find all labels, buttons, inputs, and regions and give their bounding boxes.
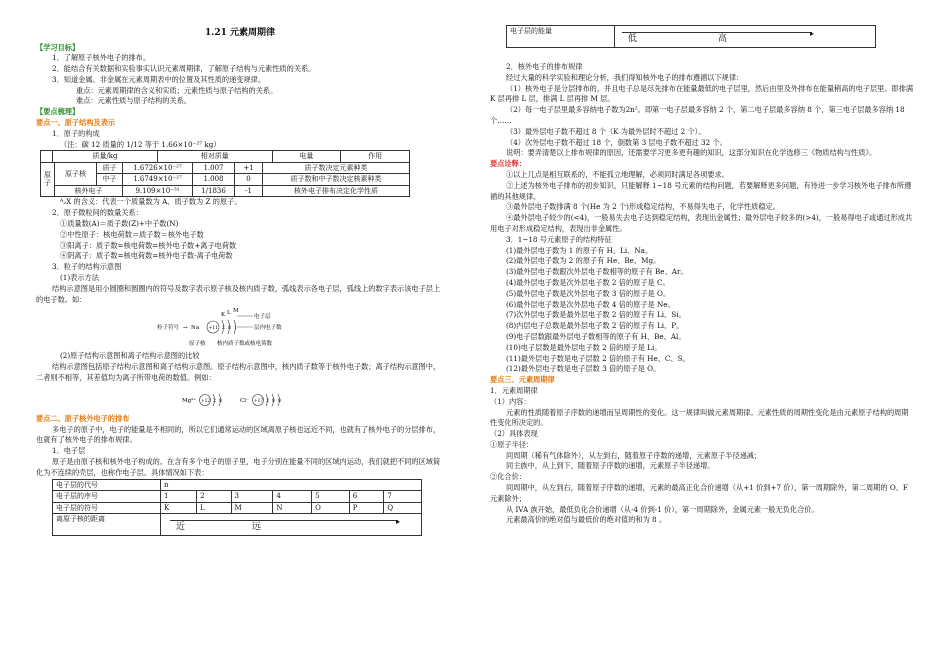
valence-text-1: 同周期中，从左到右，随着原子序数的递增，元素的最高正化合价递增（从+1 价到+7 价），第一周期除外，第二周期的 O、F 元素除外； xyxy=(490,483,908,503)
tips-heading: 要点诠释： xyxy=(490,159,526,169)
objective-3: 3．知道金属、非金属在元素周期表中的位置及其性质的递变规律。 xyxy=(52,74,266,84)
t2-r2-cell: 2 xyxy=(197,491,231,503)
r-s2-text: 经过大量的科学实验和理论分析，我们得知核外电子的排布遵循以下规律： xyxy=(506,72,744,82)
tip-2: ②上述为核外电子排布的初步知识，只能解释 1~18 号元素的结构问题，若要解释更多问题，有待进一步学习核外电子排布所遵循的其他规律。 xyxy=(490,180,912,201)
left-column xyxy=(36,27,444,536)
valence-text-2: 从 IVA 族开始，最低负化合价递增（从-4 价到-1 价），第一周期除外，金属元素一般无负化合价。 xyxy=(506,504,819,514)
t2-r2-cell: 4 xyxy=(273,491,312,503)
na-shell-count-2: 8 xyxy=(228,326,231,332)
na-shell-count-1: 2 xyxy=(222,326,225,332)
s3a-heading: (1)表示方法 xyxy=(60,273,99,283)
difficulty: 难点：元素性质与原子结构的关系。 xyxy=(76,96,192,106)
na-count-label: 层内电子数 xyxy=(254,325,282,332)
p3-1-heading: （1）内容： xyxy=(490,396,531,406)
t1-h0 xyxy=(41,151,53,163)
t1-row-rel: 1.007 xyxy=(193,162,235,174)
t1-row-charge: 0 xyxy=(235,174,263,186)
p3-s1-heading: 1．元素周期律 xyxy=(490,385,538,395)
t1-row-rel: 1.008 xyxy=(193,174,235,186)
objective-2: 2．能结合有关数据和实验事实认识元素周期律，了解原子结构与元素性质的关系。 xyxy=(52,64,316,74)
feature-1: (1)最外层电子数为 1 的原子有 H、Li、Na。 xyxy=(506,245,653,255)
mg-symbol: Mg²⁺ xyxy=(182,397,197,404)
cl-shell-1: 2 xyxy=(266,398,269,404)
na-proton-label: 核内质子数或核电荷数 xyxy=(217,341,273,348)
p2-text: 多电子的原子中，电子的能量是不相同的，所以它们通常运动的区域离原子核也远近不同，也就有了核外电子的分层排布，也就有了核外电子的排布规律。 xyxy=(36,424,441,445)
tip-3: ③最外层电子数排满 8 个(He 为 2 个)形成稳定结构，不易得失电子，化学性质稳定。 xyxy=(506,202,780,212)
na-arrow: → xyxy=(183,325,188,332)
radius-text-2: 同主族中，从上到下，随着原子序数的递增，元素原子半径递增。 xyxy=(506,461,715,471)
t2-r2-cell: 5 xyxy=(312,491,350,503)
summary-header: 【要点梳理】 xyxy=(36,107,80,117)
feature-3: (3)最外层电子数跟次外层电子数相等的原子有 Be、Ar。 xyxy=(506,267,688,277)
na-nucleus: +11 xyxy=(208,326,218,332)
valence-heading: ②化合价： xyxy=(490,472,526,482)
p3-1-text: 元素的性质随着原子序数的递增而呈周期性的变化。这一规律叫做元素周期律。元素性质的周期性变化是由元素原子结构的周期性变化所决定的。 xyxy=(490,407,909,428)
feature-7: (7)次外层电子数是最外层电子数 2 倍的原子有 Li、Si。 xyxy=(506,310,686,320)
tip-1: ①以上几点是相互联系的，不能孤立地理解，必须同时满足各项要求。 xyxy=(506,169,729,179)
t2-r3-cell: K xyxy=(161,502,197,514)
t1-row-mass: 9.109×10⁻³¹ xyxy=(123,185,193,197)
t2-r2-label: 电子层的序号 xyxy=(53,491,161,503)
r-s2-heading: 2．核外电子的排布规律 xyxy=(506,62,583,71)
relation-3: ③阳离子：质子数=核电荷数=核外电子数+离子电荷数 xyxy=(60,240,237,250)
na-nucleus-label: 原子核 xyxy=(189,341,206,348)
t1-nucleus-cell: 原子核 xyxy=(55,162,97,185)
mg-shell-1: 2 xyxy=(213,398,216,404)
arrow-head-icon: ▸ xyxy=(395,516,400,526)
feature-12: (12)最外层电子数是电子层数 3 倍的原子是 O。 xyxy=(506,364,661,374)
arrow-head-icon: ▸ xyxy=(809,28,814,38)
t2-r3-cell: M xyxy=(231,502,273,514)
t2-r4-label: 离原子核的距离 xyxy=(53,514,161,536)
na-symbol-label: 粒子符号 xyxy=(157,325,180,332)
t1-row-name: 中子 xyxy=(97,174,123,186)
cl-shell-3: 8 xyxy=(278,398,281,404)
distance-near: 近 xyxy=(176,521,186,532)
s3b-heading: (2)原子结构示意图和离子结构示意图的比较 xyxy=(60,351,200,361)
na-structure-diagram xyxy=(36,307,444,349)
t1-row-mass: 1.6726×10⁻²⁷ xyxy=(123,162,193,174)
rule-1: （1）核外电子是分层排布的，并且电子总是尽先排布在能量最低的电子层里，然后由里及外排布在能量稍高的电子层里。即排满 K 层再排 L 层，排满 L 层再排 M 层。 xyxy=(490,83,914,104)
valence-text-3: 元素最高价的绝对值与最低价的绝对值的和为 8 。 xyxy=(506,515,667,525)
t2-r2-cell: 7 xyxy=(384,491,422,503)
t1-row-role: 核外电子排布决定化学性质 xyxy=(263,185,410,197)
rule-note: 说明：要弄清楚以上排布规律的原因，还需要学习更多更有趣的知识，这部分知识在化学选修三《物质结构与性质》。 xyxy=(506,148,877,158)
na-shell-m: M xyxy=(233,308,239,315)
shell-table xyxy=(52,479,422,537)
t2-r3-cell: O xyxy=(312,502,350,514)
t2-r1-label: 电子层的代号 xyxy=(53,479,161,491)
t3-label: 电子层的能量 xyxy=(507,26,615,48)
t1-row-role: 质子数决定元素种类 xyxy=(263,162,410,174)
t1-row-name: 质子 xyxy=(97,162,123,174)
atom-composition-table-body xyxy=(40,162,410,198)
t1-h4: 作用 xyxy=(341,151,410,163)
s1-heading: 1．原子的构成 xyxy=(52,128,100,138)
feature-11: (11)最外层电子数是电子层数 2 倍的原子有 He、C、S。 xyxy=(506,353,690,363)
distance-far: 远 xyxy=(252,521,262,532)
t2-r2-cell: 3 xyxy=(231,491,273,503)
energy-high: 高 xyxy=(718,33,728,44)
t1-h1: 质量/kg xyxy=(53,151,158,163)
t1-h3: 电量 xyxy=(272,151,341,163)
ion-structure-diagrams xyxy=(36,386,444,412)
na-symbol: Na xyxy=(191,325,200,332)
key-point: 重点：元素周期律的含义和实质；元素性质与原子结构的关系。 xyxy=(76,85,278,95)
relation-1: ①质量数(A)＝质子数(Z)+中子数(N) xyxy=(60,219,179,229)
right-column xyxy=(490,27,915,526)
s3-heading: 3．粒子的结构示意图 xyxy=(52,262,122,272)
na-shell-l: L xyxy=(227,310,231,317)
point2-heading: 要点二、原子核外电子的排布 xyxy=(36,413,130,423)
distance-arrow xyxy=(164,517,418,533)
energy-table xyxy=(506,25,876,48)
feature-2: (2)最外层电子数为 2 的原子有 He、Be、Mg。 xyxy=(506,256,661,266)
feature-4: (4)最外层电子数是次外层电子数 2 倍的原子是 C。 xyxy=(506,277,670,287)
zx-note: ᴬ₂X 的含义：代表一个质量数为 A、质子数为 Z 的原子。 xyxy=(60,197,242,207)
t1-row-mass: 1.6749×10⁻²⁷ xyxy=(123,174,193,186)
na-shell-count-3: 1 xyxy=(234,326,237,332)
feature-5: (5)最外层电子数是次外层电子数 3 倍的原子是 O。 xyxy=(506,288,671,298)
s3b-text: 结构示意图包括原子结构示意图和离子结构示意图。原子结构示意图中，核内质子数等于核外电子数；离子结构示意图中，二者则不相等，其差值均为离子所带电荷的数值。例如： xyxy=(36,362,441,383)
na-shell-label: 电子层 xyxy=(254,314,271,321)
mass-note: （注：碳 12 质量的 1/12 等于 1.66×10⁻²⁷ kg） xyxy=(60,139,221,149)
t3-energy-cell xyxy=(615,26,876,48)
t1-row-charge: +1 xyxy=(235,162,263,174)
t1-h2: 相对质量 xyxy=(158,151,273,163)
t1-row-role: 质子数和中子数决定核素种类 xyxy=(263,174,410,186)
p2-s1-heading: 1．电子层 xyxy=(52,446,86,456)
cl-symbol: Cl⁻ xyxy=(240,397,249,404)
t1-row-name: 核外电子 xyxy=(55,185,123,197)
cl-shell-2: 8 xyxy=(272,398,275,404)
page-title: 1.21 元素周期律 xyxy=(204,28,276,38)
p3-2-heading: （2）具体表现 xyxy=(490,429,538,439)
t2-r1-value: n xyxy=(161,479,422,491)
t2-r3-cell: N xyxy=(273,502,312,514)
t2-r2-cell: 1 xyxy=(161,491,197,503)
rule-2: （2）每一电子层里最多容纳电子数为2n²。即第一电子层最多容纳 2 个，第二电子层最多容纳 8 个，第三电子层最多容纳 18 个…… xyxy=(490,105,905,125)
t1-row-charge: -1 xyxy=(235,185,263,197)
feature-10: (10)电子层数是最外层电子数 2 倍的原子是 Li。 xyxy=(506,342,662,352)
t2-r3-cell: P xyxy=(349,502,384,514)
feature-6: (6)最外层电子数是次外层电子数 4 倍的原子是 Ne。 xyxy=(506,299,675,309)
rule-4: （4）次外层电子数不超过 18 个，倒数第 3 层电子数不超过 32 个。 xyxy=(506,137,727,147)
relation-2: ②中性原子：核电荷数＝质子数＝核外电子数 xyxy=(60,229,204,239)
feature-8: (8)内层电子总数是最外层电子数 2 倍的原子有 Li、P。 xyxy=(506,321,684,331)
t2-r3-label: 电子层的符号 xyxy=(53,502,161,514)
energy-low: 低 xyxy=(628,33,638,44)
t2-r2-cell: 6 xyxy=(349,491,384,503)
s2-heading: 2．原子微粒间的数量关系： xyxy=(52,208,143,218)
point1-heading: 要点一、原子结构及表示 xyxy=(36,118,116,128)
r-s3-heading: 3．1~18 号元素原子的结构特征 xyxy=(506,234,612,244)
t2-r3-cell: L xyxy=(197,502,231,514)
radius-text-1: 同周期（稀有气体除外），从左到右，随着原子序数的递增，元素原子半径递减； xyxy=(506,450,762,460)
s3a-text: 结构示意图是用小圆圈和圆圈内的符号及数字表示原子核及核内质子数，弧线表示各电子层，弧线上的数字表示该电子层上的电子数。如： xyxy=(36,283,441,304)
cl-nucleus: +17 xyxy=(254,398,264,404)
objective-1: 1．了解原子核外电子的排布。 xyxy=(52,53,151,63)
p2-s1-text: 原子是由原子核和核外电子构成的。在含有多个电子的原子里，电子分别在能量不同的区域内运动，我们就把不同的区域简化为不连续的壳层，也称作电子层。具体情况如下表： xyxy=(36,457,441,477)
point3-heading: 要点三、元素周期律 xyxy=(490,375,555,385)
relation-4: ④阴离子：质子数=核电荷数=核外电子数-离子电荷数 xyxy=(60,251,233,261)
mg-shell-2: 8 xyxy=(219,398,222,404)
t1-row-rel: 1/1836 xyxy=(193,185,235,197)
energy-arrow xyxy=(618,29,872,45)
radius-heading: ①原子半径： xyxy=(490,439,534,449)
objectives-header: 【学习目标】 xyxy=(36,42,80,52)
mg-nucleus: +12 xyxy=(201,398,211,404)
t1-atom-cell: 原子 xyxy=(41,162,55,197)
feature-9: (9)电子层数跟最外层电子数相等的原子有 H、Be、Al。 xyxy=(506,331,686,341)
rule-3: （3）最外层电子数不超过 8 个（K 为最外层时不超过 2 个）。 xyxy=(506,126,706,136)
na-shell-k: K xyxy=(221,312,226,319)
t2-r3-cell: Q xyxy=(384,502,422,514)
t2-distance-cell xyxy=(161,514,422,536)
tip-4: ④最外层电子较少的(<4)，一般易失去电子达到稳定结构，表现出金属性；最外层电子较多的(>4)，一般易得电子或通过形成共用电子对形成稳定结构，表现出非金属性。 xyxy=(490,213,913,233)
